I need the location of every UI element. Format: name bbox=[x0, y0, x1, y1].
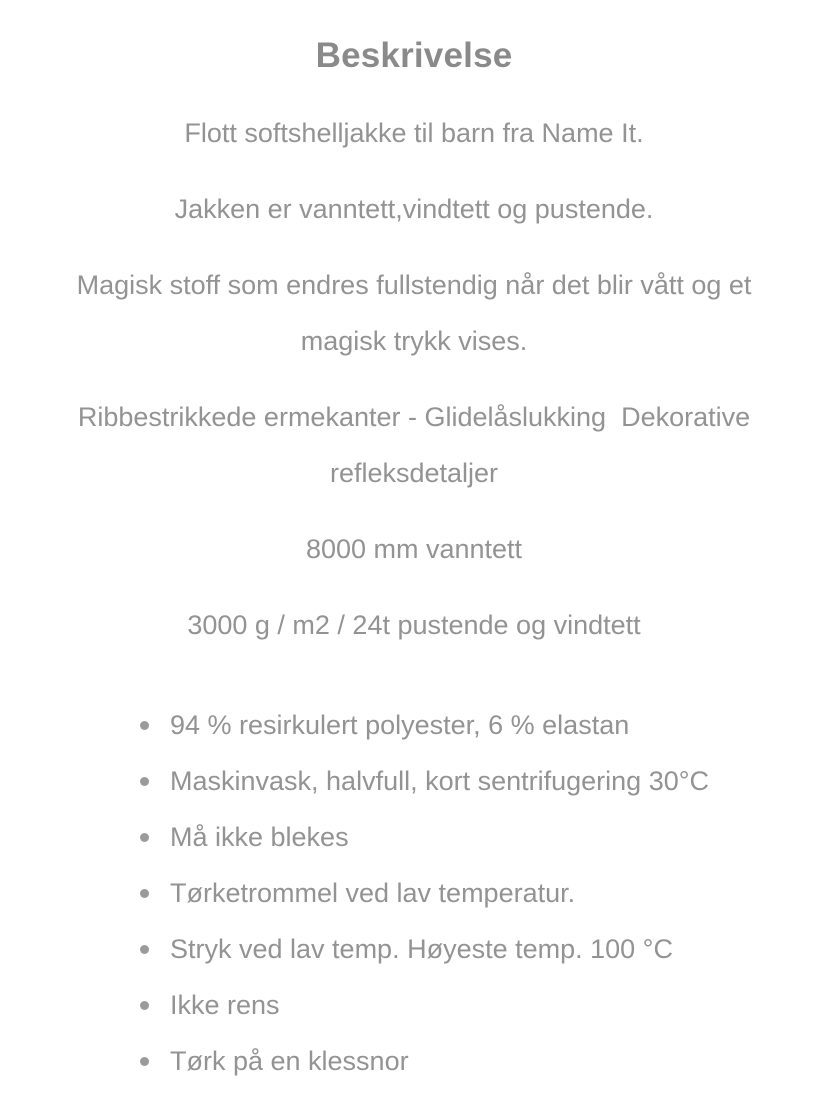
bullet-icon bbox=[140, 945, 149, 954]
page-title: Beskrivelse bbox=[315, 36, 513, 75]
bullet-icon bbox=[140, 721, 149, 730]
care-instructions-list bbox=[62, 697, 766, 1089]
list-item bbox=[62, 1033, 766, 1089]
bullet-icon bbox=[140, 777, 149, 786]
bullet-icon bbox=[140, 1001, 149, 1010]
list-item bbox=[62, 865, 766, 921]
list-item-label: Ikke rens bbox=[170, 990, 280, 1020]
list-item bbox=[62, 977, 766, 1033]
bullet-icon bbox=[140, 833, 149, 842]
description-paragraph: Ribbestrikkede ermekanter - Glidelåslukking Dekorative refleksdetaljer bbox=[77, 402, 758, 488]
list-item-label: 94 % resirkulert polyester, 6 % elastan bbox=[170, 710, 630, 740]
list-item bbox=[62, 753, 766, 809]
description-paragraphs bbox=[62, 105, 766, 653]
bullet-icon bbox=[140, 1057, 149, 1066]
description-paragraph: 8000 mm vanntett bbox=[305, 534, 523, 564]
list-item-label: Maskinvask, halvfull, kort sentrifugering 30°C bbox=[170, 766, 710, 796]
description-paragraph: Jakken er vanntett,vindtett og pustende. bbox=[174, 194, 654, 224]
list-item-label: Stryk ved lav temp. Høyeste temp. 100 °C bbox=[170, 934, 673, 964]
description-paragraph: Magisk stoff som endres fullstendig når det blir vått og et magisk trykk vises. bbox=[76, 270, 759, 356]
list-item bbox=[62, 697, 766, 753]
list-item bbox=[62, 809, 766, 865]
description-paragraph: 3000 g / m2 / 24t pustende og vindtett bbox=[187, 610, 641, 640]
list-item bbox=[62, 921, 766, 977]
list-item-label: Tørketrommel ved lav temperatur. bbox=[170, 878, 576, 908]
list-item-label: Tørk på en klessnor bbox=[170, 1046, 409, 1076]
bullet-icon bbox=[140, 889, 149, 898]
description-paragraph: Flott softshelljakke til barn fra Name It. bbox=[184, 118, 644, 148]
list-item-label: Må ikke blekes bbox=[170, 822, 349, 852]
